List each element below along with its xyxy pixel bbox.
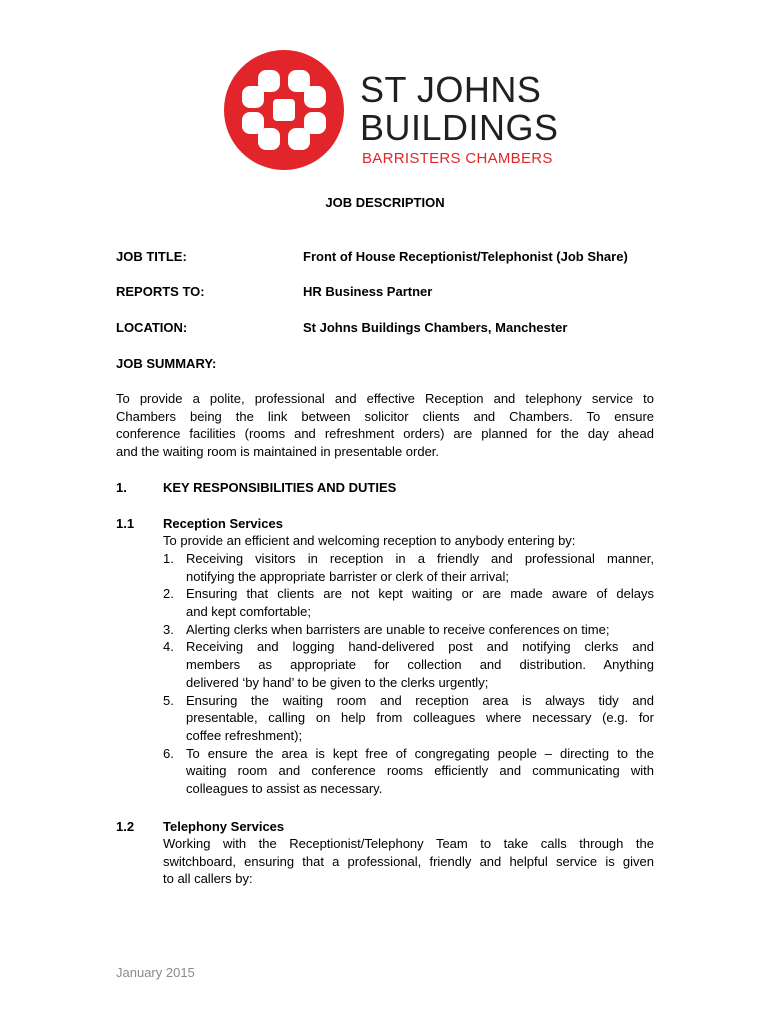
summary-line: conference facilities (rooms and refreshment orders) are planned for the day ahead bbox=[116, 426, 654, 442]
list-item bbox=[163, 745, 654, 798]
list-item bbox=[163, 638, 654, 691]
document-heading: JOB DESCRIPTION bbox=[325, 195, 445, 210]
list-item-number: 1. bbox=[163, 551, 174, 566]
list-item-line: presentable, calling on help from colleagues where necessary (e.g. for bbox=[186, 710, 654, 726]
list-item-line: and kept comfortable; bbox=[186, 604, 312, 620]
list-item-number: 5. bbox=[163, 692, 174, 708]
list-item-line: Receiving visitors in reception in a friendly and professional manner, bbox=[186, 551, 654, 566]
list-item-line: colleagues to assist as necessary. bbox=[186, 780, 383, 796]
list-item-line: Alerting clerks when barristers are unable to receive conferences on time; bbox=[186, 621, 610, 637]
logo-tagline: BARRISTERS CHAMBERS bbox=[362, 150, 553, 167]
list-item-number: 3. bbox=[163, 621, 174, 637]
section-1-1-number: 1.1 bbox=[116, 516, 135, 531]
list-item bbox=[163, 692, 654, 745]
section-1-1-intro: To provide an efficient and welcoming reception to anybody entering by: bbox=[163, 533, 576, 548]
chambers-logo bbox=[224, 50, 559, 170]
telephony-line: Working with the Receptionist/Telephony Team to take calls through the bbox=[163, 836, 654, 851]
list-item bbox=[163, 621, 654, 639]
reception-duties-list bbox=[163, 550, 654, 798]
section-1-1-title: Reception Services bbox=[163, 516, 283, 531]
list-item bbox=[163, 585, 654, 620]
section-1-2-number: 1.2 bbox=[116, 819, 135, 834]
list-item-line: To ensure the area is kept free of congregating people – directing to the bbox=[186, 745, 654, 761]
footer-date: January 2015 bbox=[116, 965, 195, 980]
list-item-line: members as appropriate for collection and distribution. Anything bbox=[186, 657, 654, 673]
section-1-number: 1. bbox=[116, 480, 127, 495]
list-item-line: delivered ‘by hand’ to be given to the clerks urgently; bbox=[186, 674, 489, 690]
section-1-title: KEY RESPONSIBILITIES AND DUTIES bbox=[163, 480, 397, 495]
job-title-label: JOB TITLE: bbox=[116, 249, 187, 264]
reports-to-value: HR Business Partner bbox=[303, 284, 433, 299]
logo-wordmark-line1: ST JOHNS bbox=[360, 69, 542, 110]
list-item-line: waiting room and conference rooms efficiently and communicating with bbox=[186, 763, 654, 779]
chambers-emblem-icon bbox=[224, 50, 344, 170]
list-item-line: Receiving and logging hand-delivered post and notifying clerks and bbox=[186, 639, 654, 655]
telephony-line: switchboard, ensuring that a professional, friendly and helpful service is given bbox=[163, 853, 654, 869]
list-item-line: Ensuring that clients are not kept waiting or are made aware of delays bbox=[186, 586, 654, 602]
list-item-line: coffee refreshment); bbox=[186, 727, 303, 743]
list-item-number: 6. bbox=[163, 745, 174, 761]
reports-to-label: REPORTS TO: bbox=[116, 284, 205, 299]
logo-wordmark-line2: BUILDINGS bbox=[360, 107, 559, 148]
job-summary-paragraph bbox=[116, 390, 654, 461]
list-item-line: notifying the appropriate barrister or clerk of their arrival; bbox=[186, 568, 509, 584]
list-item-number: 4. bbox=[163, 639, 174, 655]
summary-line: To provide a polite, professional and effective Reception and telephony service to bbox=[116, 391, 654, 406]
job-title-value: Front of House Receptionist/Telephonist (Job Share) bbox=[303, 249, 628, 264]
location-value: St Johns Buildings Chambers, Manchester bbox=[303, 320, 568, 335]
section-1-2-title: Telephony Services bbox=[163, 819, 285, 834]
job-summary-heading: JOB SUMMARY: bbox=[116, 356, 217, 371]
list-item bbox=[163, 550, 654, 585]
section-1-2-paragraph bbox=[163, 835, 654, 888]
summary-line: and the waiting room is maintained in presentable order. bbox=[116, 444, 440, 460]
location-label: LOCATION: bbox=[116, 320, 188, 335]
list-item-number: 2. bbox=[163, 586, 174, 602]
list-item-line: Ensuring the waiting room and reception area is always tidy and bbox=[186, 692, 654, 708]
summary-line: Chambers being the link between solicitor clients and Chambers. To ensure bbox=[116, 408, 654, 424]
telephony-line: to all callers by: bbox=[163, 871, 253, 887]
